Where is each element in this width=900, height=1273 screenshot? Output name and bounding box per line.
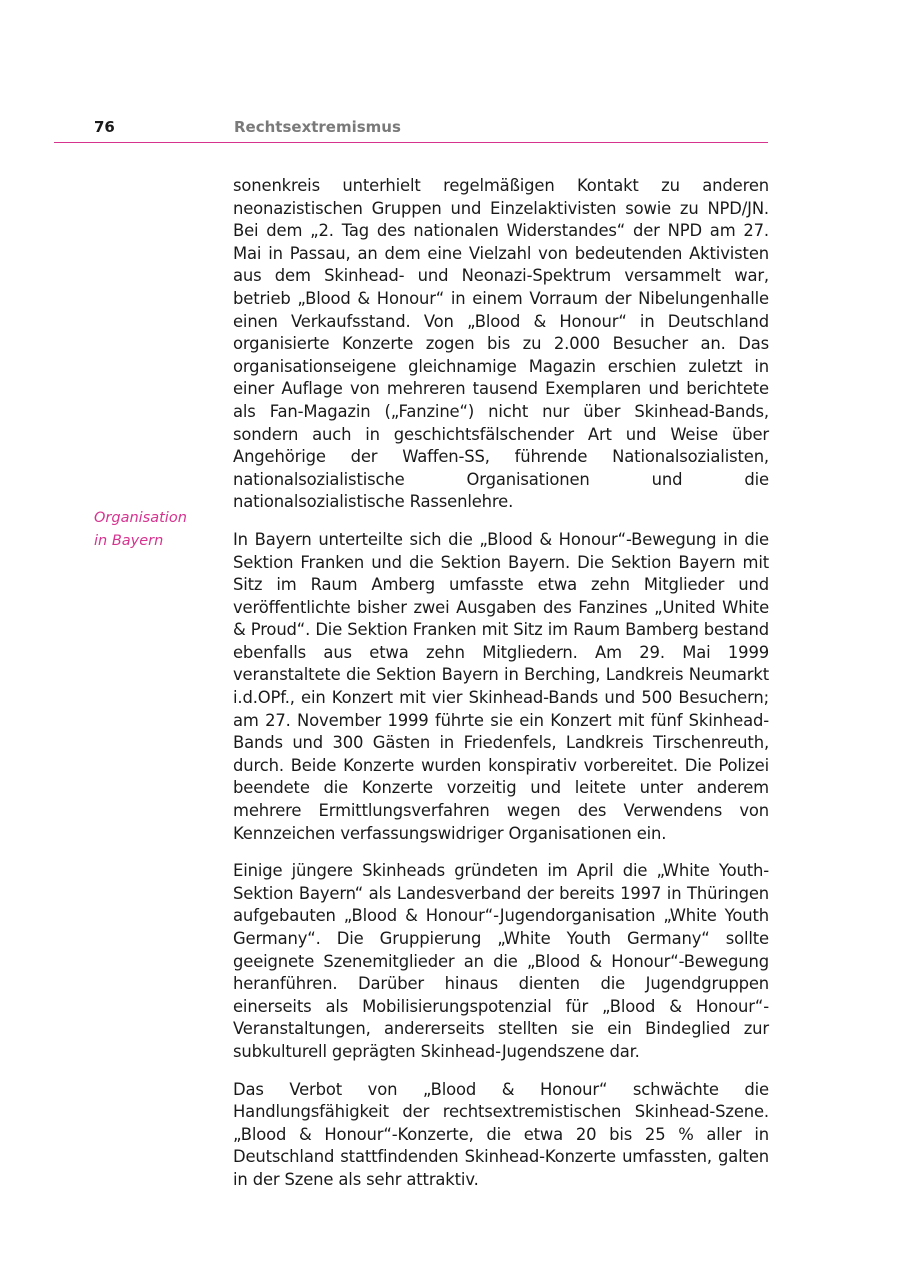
body-text bbox=[233, 175, 769, 1192]
page-header bbox=[54, 114, 768, 143]
paragraph: In Bayern unterteilte sich die „Blood & Honour“-Bewegung in die Sektion Franken und die Sektion Bayern. Die Sektion Bayern mit Sitz im Raum Amberg umfasste etwa zehn Mitglieder und veröffentlichte bisher zwei Ausgaben des Fanzines „United White & Proud“. Die Sektion Franken mit Sitz im Raum Bamberg bestand ebenfalls aus etwa zehn Mitgliedern. Am 29. Mai 1999 veranstaltete die Sektion Bayern in Berching, Landkreis Neumarkt i.d.OPf., ein Konzert mit vier Skinhead-Bands und 500 Besuchern; am 27. November 1999 führte sie ein Konzert mit fünf Skinhead-Bands und 300 Gästen in Friedenfels, Landkreis Tirschenreuth, durch. Beide Konzerte wurden konspirativ vorbereitet. Die Polizei beendete die Konzerte vorzeitig und leitete unter anderem mehrere Ermittlungsverfahren wegen des Verwendens von Kennzeichen verfassungswidriger Organisationen ein. bbox=[233, 529, 769, 843]
paragraph: sonenkreis unterhielt regelmäßigen Kontakt zu anderen neonazistischen Gruppen und Einzelaktivisten sowie zu NPD/JN. Bei dem „2. Tag des nationalen Widerstandes“ der NPD am 27. Mai in Passau, an dem eine Vielzahl von bedeutenden Aktivisten aus dem Skinhead- und Neonazi-Spektrum versammelt war, betrieb „Blood & Honour“ in einem Vorraum der Nibelungenhalle einen Verkaufsstand. Von „Blood & Honour“ in Deutschland organisierte Konzerte zogen bis zu 2.000 Besucher an. Das organisationseigene gleichnamige Magazin erschien zuletzt in einer Auflage von mehreren tausend Exemplaren und berichtete als Fan-Magazin („Fanzine“) nicht nur über Skinhead-Bands, sondern auch in geschichtsfälschender Art und Weise über Angehörige der Waffen-SS, führende Nationalsozialisten, nationalsozialistische Organisationen und die nationalsozialistische Rassenlehre. bbox=[233, 176, 769, 512]
running-title: Rechtsextremismus bbox=[234, 118, 401, 136]
margin-note-organisation bbox=[94, 507, 214, 552]
paragraph: Das Verbot von „Blood & Honour“ schwächte die Handlungsfähigkeit der rechtsextremistischen Skinhead-Szene. „Blood & Honour“-Konzerte, die etwa 20 bis 25 % aller in Deutschland stattfindenden Skinhead-Konzerte umfassten, galten in der Szene als sehr attraktiv. bbox=[233, 1079, 769, 1189]
margin-note-line: Organisation bbox=[94, 510, 187, 526]
page-number: 76 bbox=[94, 118, 115, 136]
paragraph: Einige jüngere Skinheads gründeten im April die „White Youth-Sektion Bayern“ als Landesverband der bereits 1997 in Thüringen aufgebauten „Blood & Honour“-Jugendorganisation „White Youth Germany“. Die Gruppierung „White Youth Germany“ sollte geeignete Szenemitglieder an die „Blood & Honour“-Bewegung heranführen. Darüber hinaus dienten die Jugendgruppen einerseits als Mobilisierungspotenzial für „Blood & Honour“-Veranstaltungen, andererseits stellten sie ein Bindeglied zur subkulturell geprägten Skinhead-Jugendszene dar. bbox=[233, 861, 769, 1061]
margin-note-line: in Bayern bbox=[94, 532, 164, 549]
